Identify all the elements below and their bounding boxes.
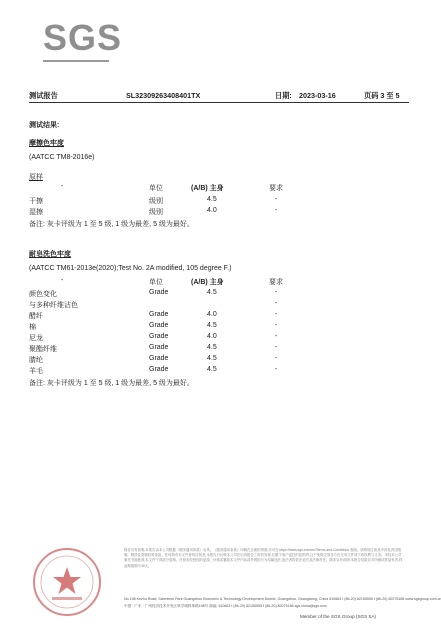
row-name: 棉	[29, 324, 36, 331]
row-req: -	[275, 355, 278, 362]
section1-header-row	[29, 183, 409, 193]
section2-title: 耐皂洗色牢度	[29, 251, 71, 258]
table-row	[29, 196, 409, 206]
section1-subtitle: 原样	[29, 174, 43, 181]
sgs-logo	[43, 17, 123, 60]
section1-title: 摩擦色牢度	[29, 140, 64, 147]
row-name: 与多种纤维沾色	[29, 302, 78, 309]
col-req: 要求	[269, 279, 283, 286]
row-value: 4.5	[207, 355, 217, 362]
row-value: 4.0	[207, 311, 217, 318]
header-rule	[29, 102, 409, 103]
row-name: 干擦	[29, 198, 43, 205]
row-unit: 级别	[149, 209, 163, 216]
row-name: 尼龙	[29, 335, 43, 342]
row-name: 腈纶	[29, 357, 43, 364]
table-row	[29, 366, 409, 376]
row-req: -	[275, 311, 278, 318]
section1-note: 备注: 灰卡评级为 1 至 5 级, 1 级为最差, 5 级为最好。	[29, 221, 194, 228]
table-row	[29, 333, 409, 343]
col-name: -	[61, 183, 64, 190]
row-unit: Grade	[149, 333, 169, 340]
section1-method: (AATCC TM8-2016e)	[29, 154, 95, 161]
table-row	[29, 355, 409, 365]
member-text: Member of the SGS Group (SGS SA)	[300, 614, 377, 619]
address-line-chinese: 中国 · 广东 · 广州经济技术开发区科学城科珠路198号 邮编: 510663 t (86-20) 82155555 f (86-20) 82075186 sgs.china@sgs.com	[124, 604, 327, 608]
row-name: 羊毛	[29, 368, 43, 375]
table-row	[29, 344, 409, 354]
page-number: 页码 3 至 5	[364, 91, 400, 100]
col-unit: 单位	[149, 279, 163, 286]
row-unit: 级别	[149, 198, 163, 205]
row-unit: Grade	[149, 366, 169, 373]
row-req: -	[275, 333, 278, 340]
row-unit: Grade	[149, 311, 169, 318]
section2-note: 备注: 灰卡评级为 1 至 5 级, 1 级为最差, 5 级为最好。	[29, 380, 194, 387]
row-req: -	[275, 366, 278, 373]
row-req: -	[275, 196, 278, 203]
row-value: 4.5	[207, 289, 217, 296]
section2-header-row	[29, 277, 409, 287]
row-value: 4.5	[207, 344, 217, 351]
row-value: 4.5	[207, 322, 217, 329]
row-name: 湿擦	[29, 209, 43, 216]
row-req: -	[275, 207, 278, 214]
table-row	[29, 207, 409, 217]
address-line-english: No.198 Kezhu Road, Scientech Park Guangzhou Economic & Technology Development District, Guangzhou, Guangdong, China 510663 t (86-20) 82155555 f (86-20) 82075186 www.sgsgroup.com.cn	[124, 597, 441, 601]
report-label: 测试报告	[29, 91, 58, 100]
results-title: 测试结果:	[29, 122, 60, 129]
row-name: 颜色变化	[29, 291, 57, 298]
terms-fine-print: 除非另有说明,本报告由本公司根据《服务通用条款》出具。《服务通用条款》印刷在正面的背面,亦可在 https://www.sgs.com/en/Terms-and-Conditions 查阅。请特别注意其中涉及责任限制、赔偿及管辖权等条款。任何持有本文件者均应知悉,本报告只反映本公司在出具报告之时的发现,仅限于客户委托的范围内,且不免除交易各方在交易文件项下的权利与义务。未经本公司事先书面批准,本文件不得部分复制。任何未经授权的更改、伪造或篡改本文件内容或外观的行为均属违法,违法者将依法追究其法律责任。除非另有说明,本报告结果仅对所测试样品负责,样品保留期为30天。	[124, 548, 403, 568]
table-row	[29, 300, 409, 310]
row-req: -	[275, 300, 278, 307]
row-unit: Grade	[149, 289, 169, 296]
date-label: 日期:	[275, 91, 292, 100]
row-value: 4.0	[207, 333, 217, 340]
report-number: SL32309263408401TX	[126, 91, 201, 100]
table-row	[29, 322, 409, 332]
col-value: (A/B) 主身	[191, 185, 224, 192]
logo-text: SGS	[43, 17, 123, 58]
row-value: 4.5	[207, 366, 217, 373]
company-seal-stamp	[30, 545, 104, 619]
row-req: -	[275, 344, 278, 351]
row-unit: Grade	[149, 344, 169, 351]
section2-method: (AATCC TM61-2013e(2020);Test No. 2A modified, 105 degree F.)	[29, 265, 232, 272]
table-row	[29, 289, 409, 299]
col-unit: 单位	[149, 185, 163, 192]
row-value: 4.0	[207, 207, 217, 214]
table-row	[29, 311, 409, 321]
col-req: 要求	[269, 185, 283, 192]
col-value: (A/B) 主身	[191, 279, 224, 286]
row-name: 聚酯纤维	[29, 346, 57, 353]
report-date: 2023-03-16	[299, 91, 336, 100]
logo-underline	[43, 60, 109, 62]
row-value: 4.5	[207, 196, 217, 203]
row-name: 醋纤	[29, 313, 43, 320]
row-unit: Grade	[149, 355, 169, 362]
col-name: -	[61, 277, 64, 284]
row-unit: Grade	[149, 322, 169, 329]
row-req: -	[275, 322, 278, 329]
row-req: -	[275, 289, 278, 296]
